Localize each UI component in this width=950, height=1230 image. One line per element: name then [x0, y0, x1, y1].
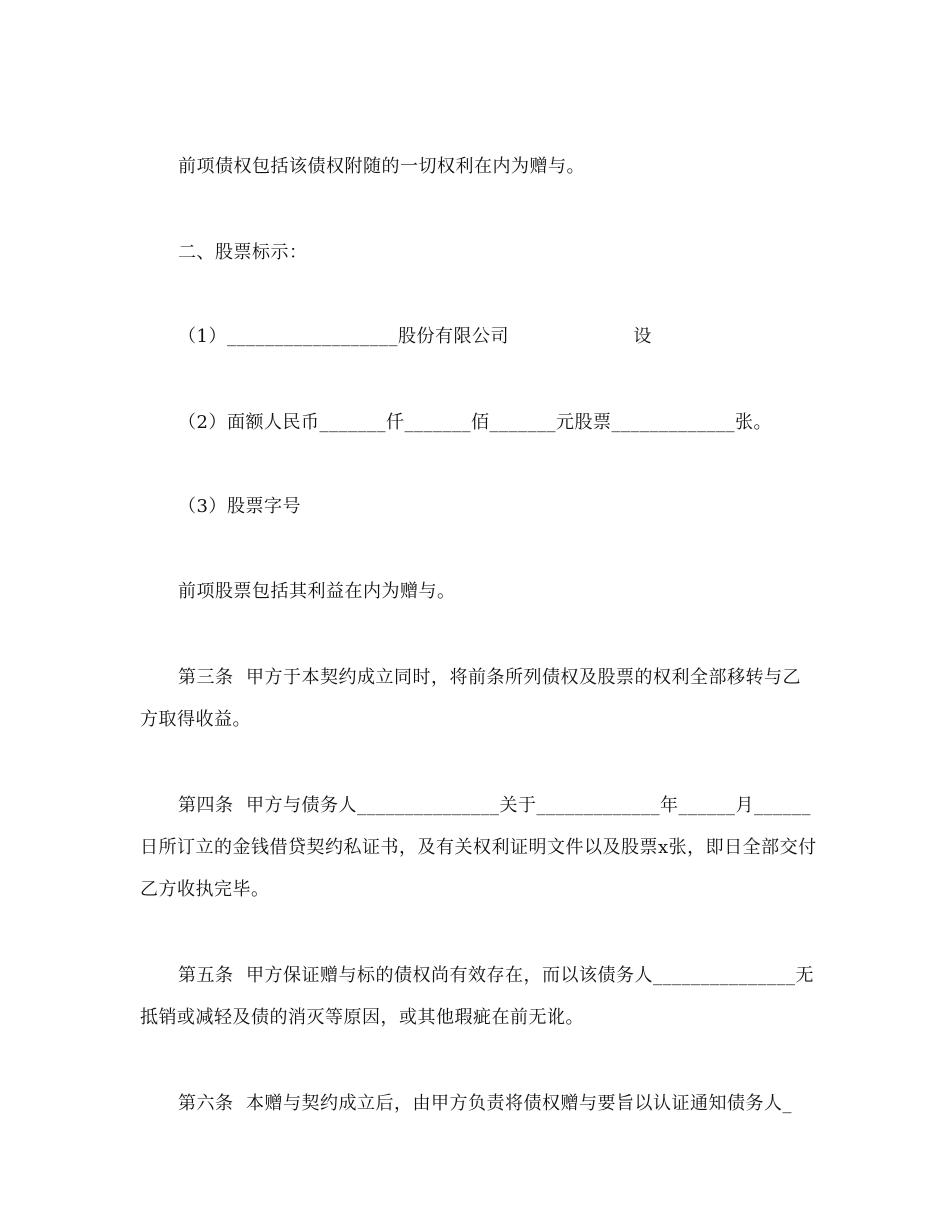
- article-3-line-1: 第三条 甲方于本契约成立同时，将前条所列债权及股票的权利全部移转与乙: [178, 667, 801, 688]
- article-5-line-1: 第五条 甲方保证赠与标的债权尚有效存在，而以该债务人_______________无: [178, 965, 814, 986]
- stock-item-1-company: （1）__________________股份有限公司 设: [178, 326, 652, 347]
- article-4-line-3: 乙方收执完毕。: [140, 879, 270, 900]
- article-3-line-2: 方取得收益。: [140, 709, 251, 730]
- para-stock-includes-benefits: 前项股票包括其利益在内为赠与。: [178, 581, 456, 602]
- article-4-line-1: 第四条 甲方与债务人_______________关于_____________年______月______: [178, 795, 811, 816]
- article-5-line-2: 抵销或减轻及债的消灭等原因，或其他瑕疵在前无讹。: [140, 1007, 584, 1028]
- para-debt-includes-rights: 前项债权包括该债权附随的一切权利在内为赠与。: [178, 156, 585, 177]
- stock-item-2-face-value: （2）面额人民币_______仟_______佰_______元股票_____________张。: [178, 412, 772, 433]
- article-4-line-2: 日所订立的金钱借贷契约私证书，及有关权利证明文件以及股票x张，即日全部交付: [140, 837, 817, 858]
- heading-stock-description: 二、股票标示：: [178, 242, 308, 263]
- stock-item-3-serial: （3）股票字号: [178, 496, 301, 517]
- article-6-line-1: 第六条 本赠与契约成立后，由甲方负责将债权赠与要旨以认证通知债务人_: [178, 1093, 792, 1114]
